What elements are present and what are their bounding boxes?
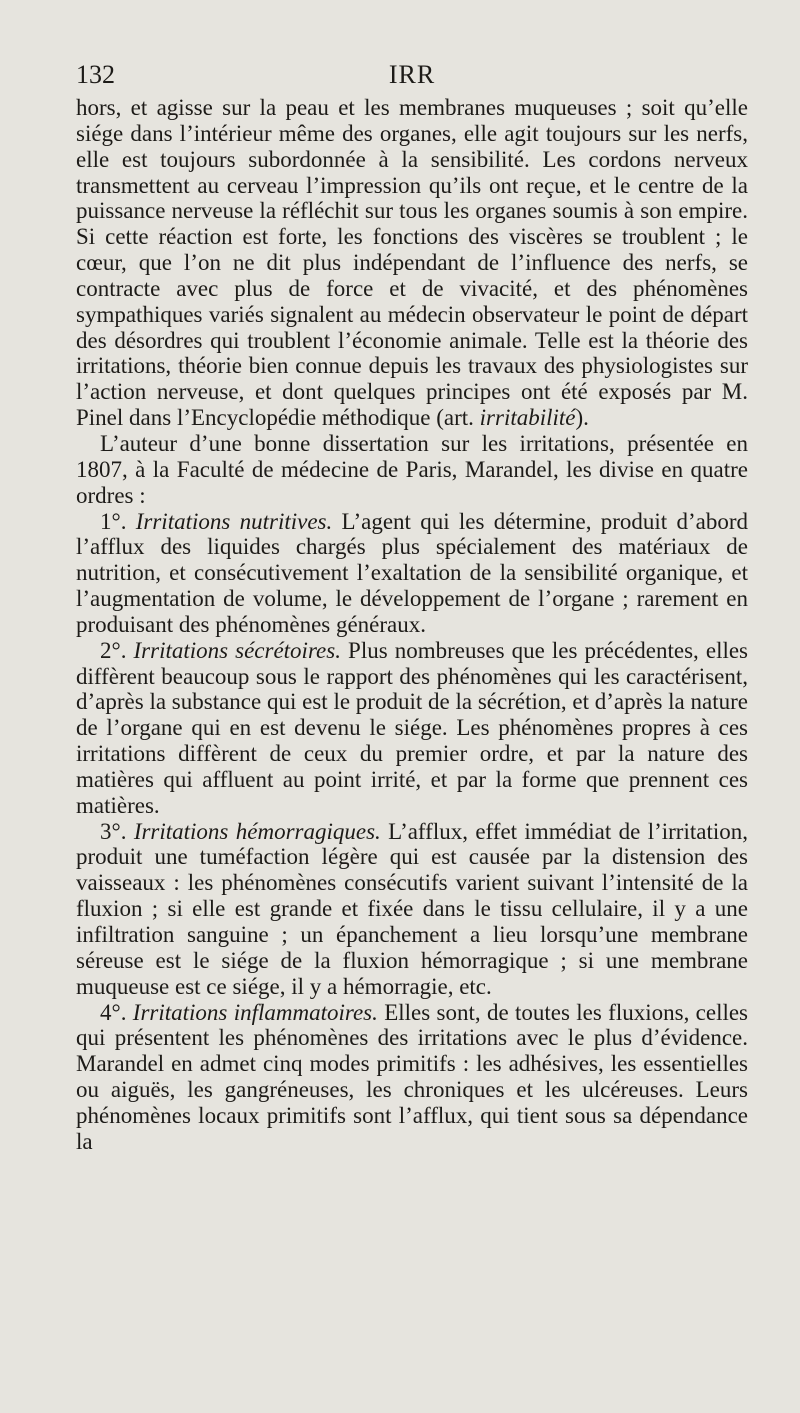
text-segment: hors, et agisse sur la peau et les membranes muqueuses ; soit qu’elle siége dans l’intérieur même des organes, elle agit toujours sur les nerfs, elle est toujours subordonnée à la sensibilité. Les cordons nerveux transmettent au cerveau l’impression qu’ils ont reçue, et le centre de la puissance nerveuse la réfléchit sur tous les organes soumis à son empire. Si cette réaction est forte, les fonctions des viscères se troublent ; le cœur, que l’on ne dit plus indépendant de l’influence des nerfs, se contracte avec plus de force et de vivacité, et des phénomènes sympathiques variés signalent au médecin observateur le point de départ des désordres qui troublent l’économie animale. Telle est la théorie des irritations, théorie bien connue depuis les travaux des physiologistes sur l’action nerveuse, et dont quelques principes ont été exposés par M. Pinel dans l’Encyclopédie méthodique (art. xyxy=(76,95,748,431)
item-number: 3°. xyxy=(100,818,134,844)
italic-heading: Irritations inflammatoires. xyxy=(132,999,378,1025)
text-segment: Elles sont, de toutes les fluxions, celles qui présentent les phénomènes des irritations avec le plus d’évidence. Marandel en admet cinq modes primitifs : les adhésives, les essentielles ou aiguës, les gangréneuses, les chroniques et les ulcéreuses. Leurs phénomènes locaux primitifs sont l’afflux, qui tient sous sa dépendance la xyxy=(76,999,749,1154)
italic-term: irritabilité xyxy=(479,405,576,431)
running-head: IRR xyxy=(388,60,436,89)
item-number: 4°. xyxy=(100,999,133,1025)
italic-heading: Irritations nutritives. xyxy=(135,508,333,534)
text-segment: L’afflux, effet immédiat de l’irritation, produit une tuméfaction légère qui est causée par la distension des vaisseaux : les phénomènes consécutifs varient suivant l’intensité de la fluxion ; si elle est grande et fixée dans le tissu cellulaire, il y a une infiltration sanguine ; un épanchement a lieu lorsqu’une membrane séreuse est le siége de la fluxion hémorragique ; si une membrane muqueuse est ce siége, il y a hémorragie, etc. xyxy=(76,818,748,999)
paragraph-intro xyxy=(76,431,748,509)
paragraph-nutritives xyxy=(76,509,748,638)
paragraph-secretoires xyxy=(76,638,748,819)
paragraph-hemorragiques xyxy=(76,819,748,1000)
text-segment: L’agent qui les détermine, produit d’abord l’afflux des liquides chargés plus spécialement des matériaux de nutrition, et consécutivement l’exaltation de la sensibilité organique, et l’augmentation de volume, le développement de l’organe ; rarement en produisant des phénomènes généraux. xyxy=(76,508,749,637)
text-segment: L’auteur d’une bonne dissertation sur les irritations, présentée en 1807, à la Faculté de médecine de Paris, Marandel, les divise en quatre ordres : xyxy=(76,430,748,508)
page-header xyxy=(76,60,748,92)
paragraph-continuation xyxy=(76,95,748,431)
page-body xyxy=(76,95,748,1155)
page-number: 132 xyxy=(76,60,115,89)
item-number: 2°. xyxy=(100,637,134,663)
text-segment: ). xyxy=(575,405,589,431)
item-number: 1°. xyxy=(100,508,136,534)
italic-heading: Irritations sécrétoires. xyxy=(133,637,341,663)
paragraph-inflammatoires xyxy=(76,1000,748,1155)
text-segment: Plus nombreuses que les précédentes, elles diffèrent beaucoup sous le rapport des phénomènes qui les caractérisent, d’après la substance qui est le produit de la sécrétion, et d’après la nature de l’organe qui en est devenu le siége. Les phénomènes propres à ces irritations diffèrent de ceux du premier ordre, et par la nature des matières qui affluent au point irrité, et par la forme que prennent ces matières. xyxy=(76,637,749,818)
italic-heading: Irritations hémorragiques. xyxy=(133,818,381,844)
